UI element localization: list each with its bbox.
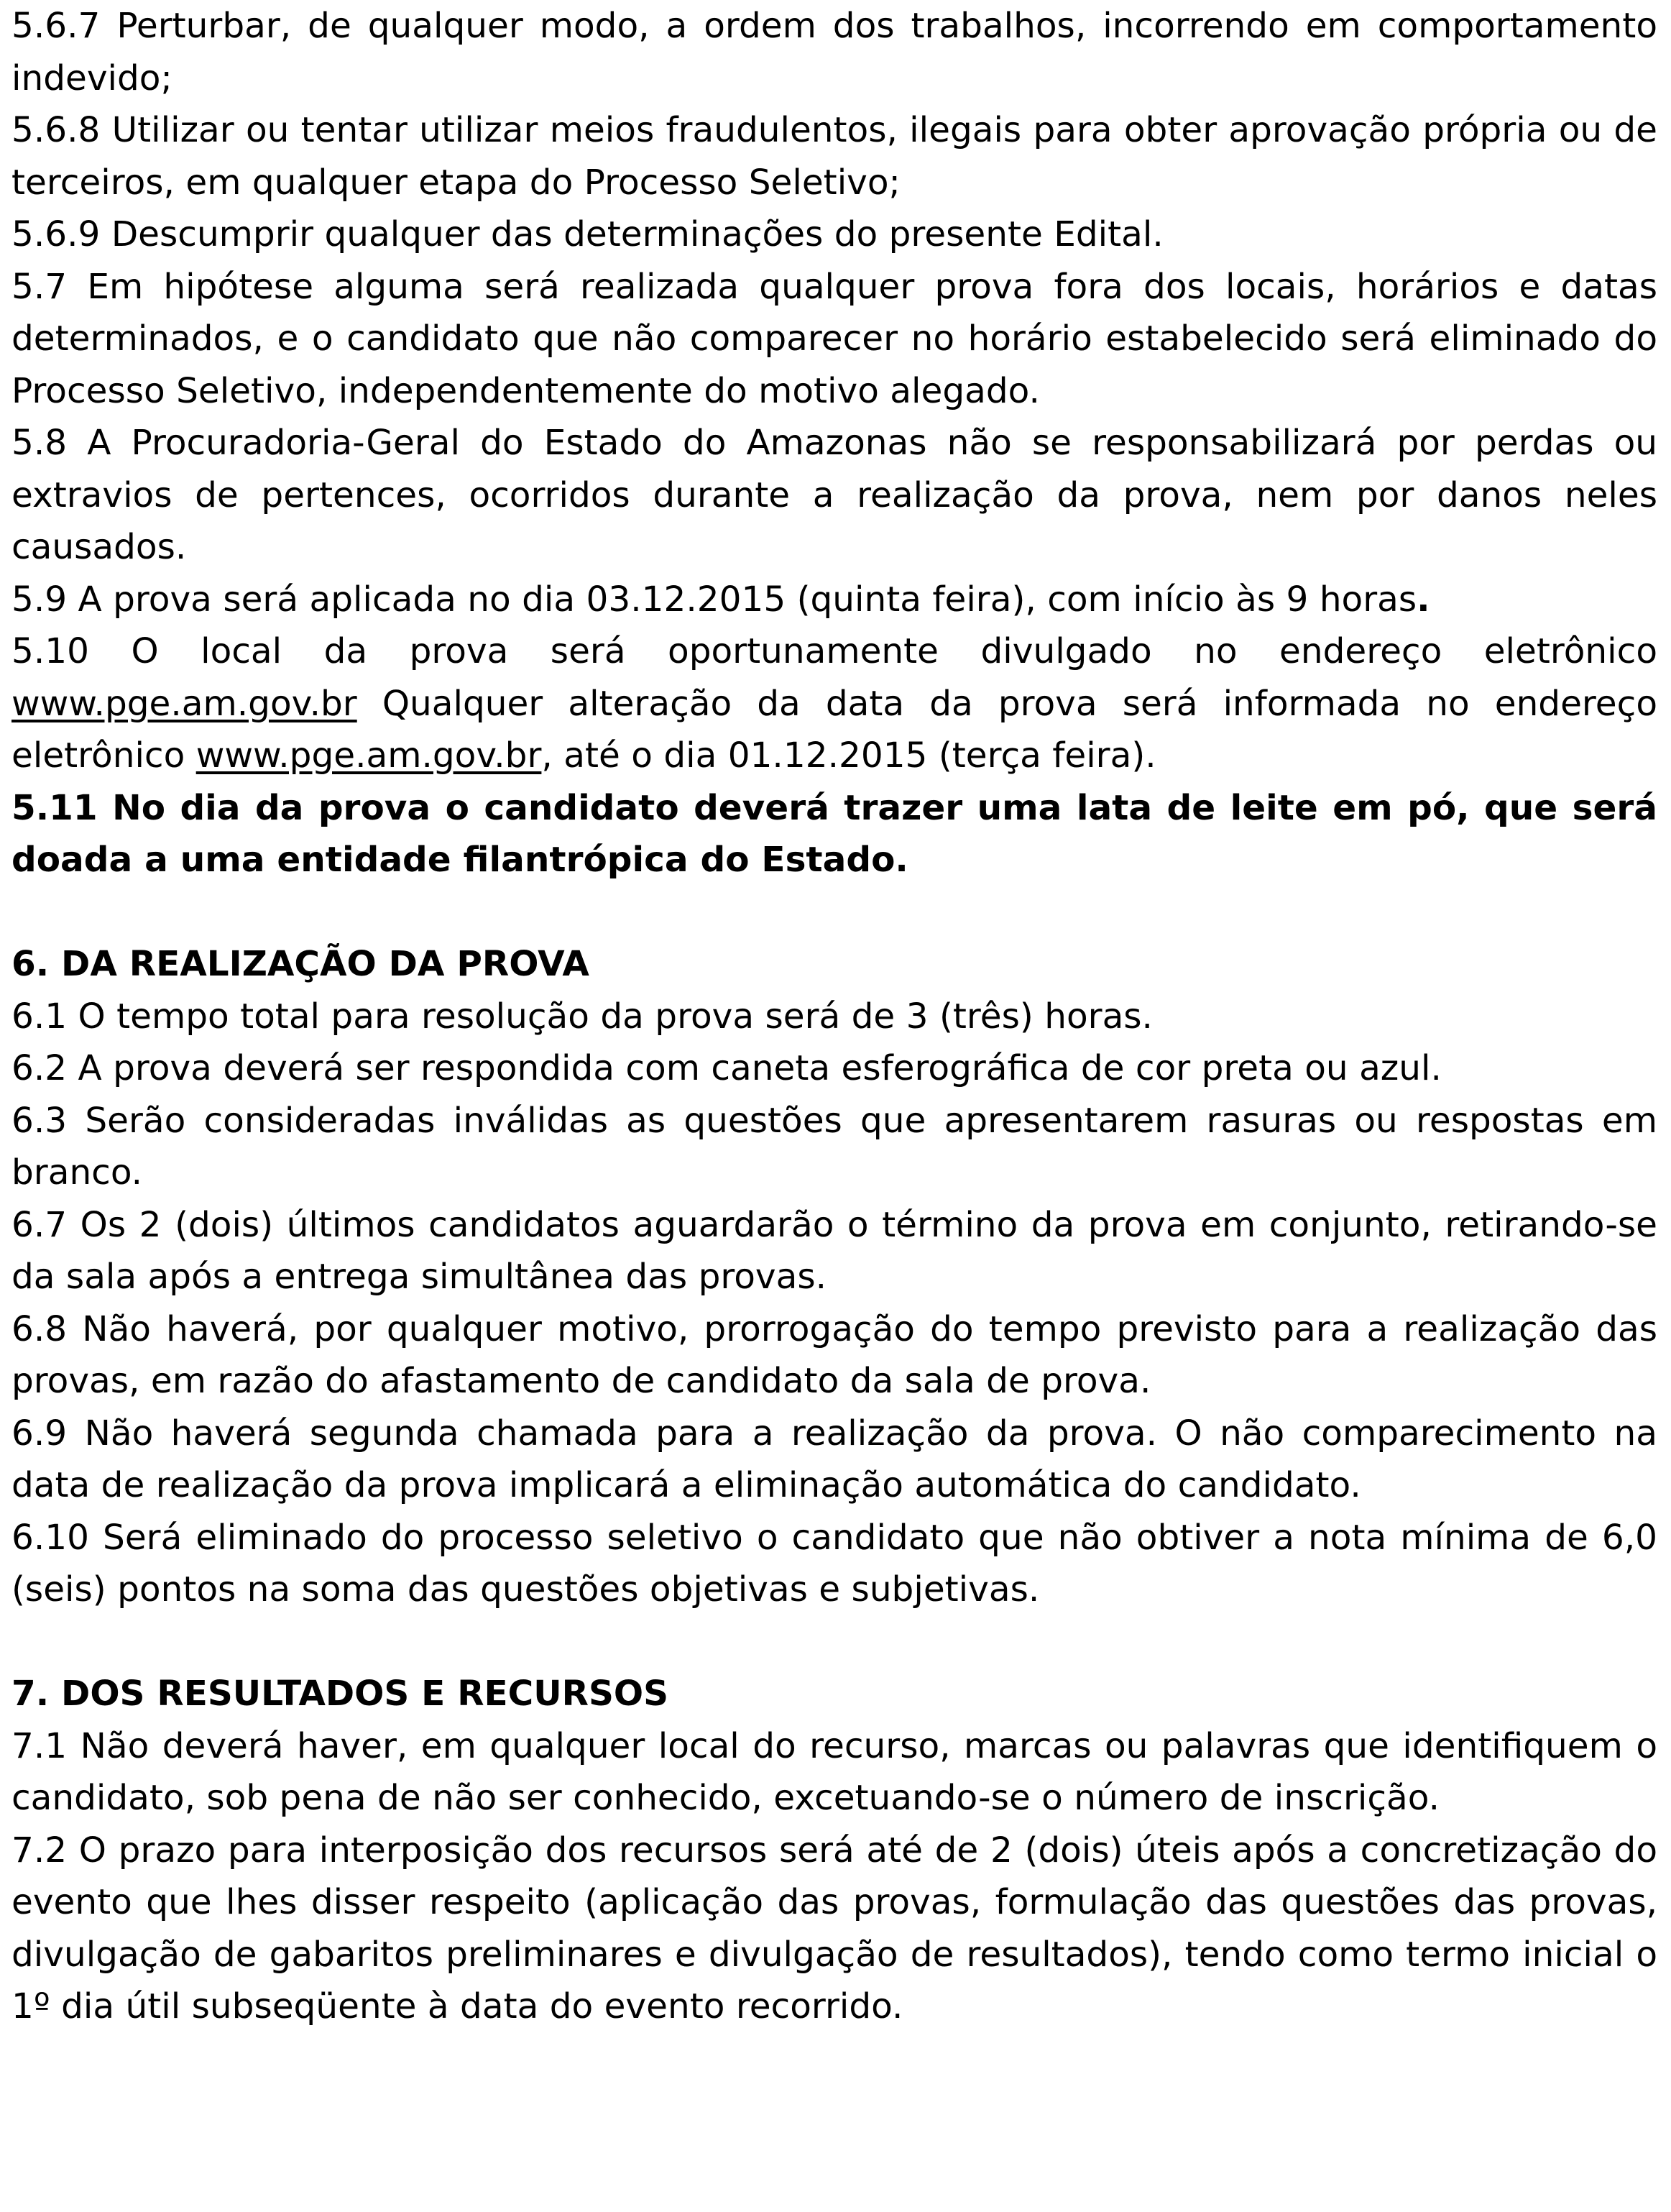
paragraph-5-10-part-c: , até o dia 01.12.2015 (terça feira). bbox=[541, 735, 1156, 776]
section-spacer bbox=[11, 1616, 1657, 1669]
paragraph-5-9-period: . bbox=[1417, 579, 1430, 620]
paragraph-7-1: 7.1 Não deverá haver, em qualquer local do recurso, marcas ou palavras que identifiquem o candidato, sob pena de não ser conhecido, excetuando-se o número de inscrição. bbox=[11, 1725, 1657, 1818]
paragraph-5-6-7: 5.6.7 Perturbar, de qualquer modo, a ordem dos trabalhos, incorrendo em comportamento indevido; bbox=[11, 6, 1657, 98]
paragraph-6-2: 6.2 A prova deverá ser respondida com caneta esferográfica de cor preta ou azul. bbox=[11, 1048, 1442, 1088]
paragraph-5-8: 5.8 A Procuradoria-Geral do Estado do Amazonas não se responsabilizará por perdas ou extravios de pertences, ocorridos durante a realização da prova, nem por danos neles causados. bbox=[11, 423, 1657, 567]
section-spacer bbox=[11, 886, 1657, 939]
paragraph-5-6-8: 5.6.8 Utilizar ou tentar utilizar meios fraudulentos, ilegais para obter aprovação própria ou de terceiros, em qualquer etapa do Processo Seletivo; bbox=[11, 110, 1657, 203]
paragraph-5-10-part-b: Qualquer alteração da data da prova será informada no endereço eletrônico bbox=[11, 683, 1657, 776]
pge-website-link[interactable]: www.pge.am.gov.br bbox=[11, 683, 357, 724]
paragraph-7-2: 7.2 O prazo para interposição dos recursos será até de 2 (dois) úteis após a concretização do evento que lhes disser respeito (aplicação das provas, formulação das questões das provas, divulgação de gabaritos preliminares e divulgação de resultados), tendo como termo inicial o 1º dia útil subseqüente à data do evento recorrido. bbox=[11, 1830, 1657, 2027]
paragraph-6-3: 6.3 Serão consideradas inválidas as questões que apresentarem rasuras ou respostas em branco. bbox=[11, 1100, 1657, 1193]
paragraph-6-7: 6.7 Os 2 (dois) últimos candidatos aguardarão o término da prova em conjunto, retirando-se da sala após a entrega simultânea das provas. bbox=[11, 1204, 1657, 1297]
paragraph-5-11: 5.11 No dia da prova o candidato deverá trazer uma lata de leite em pó, que será doada a uma entidade filantrópica do Estado. bbox=[11, 787, 1657, 880]
paragraph-6-8: 6.8 Não haverá, por qualquer motivo, prorrogação do tempo previsto para a realização das provas, em razão do afastamento de candidato da sala de prova. bbox=[11, 1308, 1657, 1401]
paragraph-5-9 bbox=[11, 574, 1657, 626]
paragraph-6-10: 6.10 Será eliminado do processo seletivo o candidato que não obtiver a nota mínima de 6,0 (seis) pontos na soma das questões objetivas e subjetivas. bbox=[11, 1517, 1657, 1610]
paragraph-5-6-9: 5.6.9 Descumprir qualquer das determinações do presente Edital. bbox=[11, 214, 1164, 254]
section-7-heading: 7. DOS RESULTADOS E RECURSOS bbox=[11, 1674, 669, 1714]
paragraph-6-1: 6.1 O tempo total para resolução da prova será de 3 (três) horas. bbox=[11, 996, 1153, 1037]
paragraph-6-9: 6.9 Não haverá segunda chamada para a realização da prova. O não comparecimento na data de realização da prova implicará a eliminação automática do candidato. bbox=[11, 1413, 1657, 1505]
section-6-heading: 6. DA REALIZAÇÃO DA PROVA bbox=[11, 944, 589, 984]
paragraph-5-7: 5.7 Em hipótese alguma será realizada qualquer prova fora dos locais, horários e datas determinados, e o candidato que não comparecer no horário estabelecido será eliminado do Processo Seletivo, independentemente do motivo alegado. bbox=[11, 266, 1657, 411]
paragraph-5-9-text: 5.9 A prova será aplicada no dia 03.12.2015 (quinta feira), com início às 9 horas bbox=[11, 579, 1417, 620]
paragraph-5-10 bbox=[11, 625, 1657, 782]
document-page bbox=[11, 0, 1657, 2033]
paragraph-5-10-part-a: 5.10 O local da prova será oportunamente divulgado no endereço eletrônico bbox=[11, 631, 1657, 671]
pge-website-link-2[interactable]: www.pge.am.gov.br bbox=[195, 735, 542, 776]
